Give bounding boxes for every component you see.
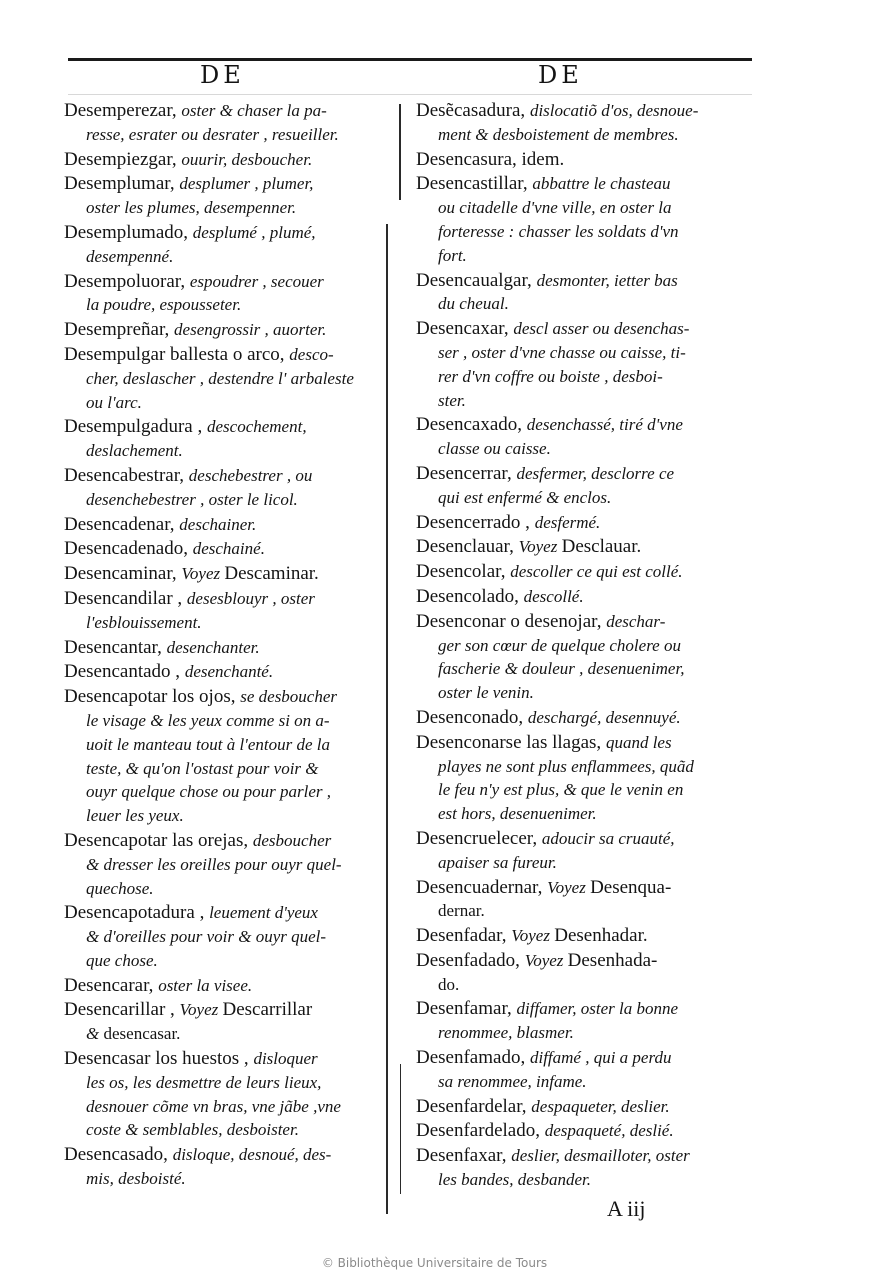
dictionary-entry	[64, 99, 396, 147]
dictionary-entry	[416, 462, 752, 510]
entry-crossref: Desclauar.	[561, 536, 642, 558]
dictionary-entry	[416, 731, 752, 826]
entry-line	[416, 486, 752, 510]
entry-headword: Desenfardelado,	[416, 1120, 545, 1142]
entry-headword: Desempulgar ballesta o arco,	[64, 343, 290, 365]
entry-definition: Voyez	[518, 537, 562, 557]
dictionary-entry	[64, 221, 396, 269]
entry-headword: Desencruelecer,	[416, 827, 542, 849]
entry-definition: rer d'vn coffre ou boiste , desboi-	[438, 366, 663, 386]
entry-line	[416, 1095, 752, 1119]
dictionary-entry	[64, 318, 396, 342]
entry-line	[416, 610, 752, 634]
entry-headword: Desenfardelar,	[416, 1095, 532, 1117]
entry-definition: desco-	[289, 344, 334, 364]
entry-line	[416, 731, 752, 755]
running-head-right: DE	[538, 61, 583, 89]
entry-line	[64, 829, 396, 853]
entry-line	[416, 292, 752, 316]
entry-headword: Desenclauar,	[416, 536, 519, 558]
entry-definition: leuer les yeux.	[86, 806, 184, 826]
entry-definition: cher, deslascher , destendre l' arbaleste	[86, 368, 354, 388]
entry-definition: diffamer, oster la bonne	[516, 999, 679, 1019]
entry-definition: ster.	[438, 390, 466, 410]
entry-headword: Desencarar,	[64, 974, 159, 996]
entry-definition: ou l'arc.	[86, 392, 142, 412]
entry-definition: despaqueté, deslié.	[544, 1121, 674, 1141]
entry-line	[416, 755, 752, 779]
entry-line	[64, 1071, 396, 1095]
dictionary-entry	[416, 1095, 752, 1119]
entry-definition: despaqueter, deslier.	[531, 1096, 670, 1116]
entry-headword: Desenfamado,	[416, 1047, 530, 1069]
dictionary-entry	[64, 829, 396, 900]
entry-line	[416, 535, 752, 559]
entry-line	[64, 1118, 396, 1142]
entry-headword: Desencasado,	[64, 1144, 173, 1166]
dictionary-entry	[64, 562, 396, 586]
entry-line	[416, 341, 752, 365]
entry-headword: Desencaminar,	[64, 563, 182, 585]
entry-definition: disloque, desnoué, des-	[172, 1145, 332, 1165]
entry-headword: Desemplumar,	[64, 173, 180, 195]
entry-line	[64, 148, 396, 172]
dictionary-entry	[416, 949, 752, 997]
dictionary-entry	[64, 1143, 396, 1191]
entry-definition: se desboucher	[240, 687, 338, 707]
entry-definition: desempenné.	[86, 246, 174, 266]
entry-headword: Desenconarse las llagas,	[416, 731, 606, 753]
entry-line	[416, 899, 752, 923]
entry-definition: deslachement.	[86, 441, 183, 461]
entry-definition: desboucher	[252, 830, 332, 850]
entry-line	[416, 1119, 752, 1143]
entry-crossref: Desenhadar.	[554, 925, 648, 947]
entry-headword: Desencasar los huestos ,	[64, 1048, 254, 1070]
entry-definition: desmonter, ietter bas	[536, 270, 678, 290]
dictionary-column-right	[416, 99, 752, 1193]
dictionary-entry	[64, 464, 396, 512]
entry-line	[64, 343, 396, 367]
entry-headword: Desencerrado ,	[416, 511, 535, 533]
entry-definition: disloquer	[253, 1049, 318, 1069]
entry-definition: du cheual.	[438, 294, 509, 314]
entry-definition: ou citadelle d'vne ville, en oster la	[438, 198, 672, 218]
entry-crossref: Desenhada-	[567, 949, 658, 971]
entry-definition: sa renommee, infame.	[438, 1071, 587, 1091]
entry-line	[64, 660, 396, 684]
entry-line	[416, 949, 752, 973]
entry-definition: desesblouyr , oster	[186, 588, 315, 608]
entry-line	[64, 587, 396, 611]
entry-definition: ser , oster d'vne chasse ou caisse, ti-	[438, 342, 686, 362]
entry-headword: Desencarillar ,	[64, 999, 180, 1021]
entry-definition: desplumer , plumer,	[179, 174, 314, 194]
entry-definition: uoit le manteau tout à l'entour de la	[86, 734, 330, 754]
entry-line	[64, 1095, 396, 1119]
dictionary-entry	[64, 1047, 396, 1142]
entry-line	[416, 997, 752, 1021]
entry-definition: leuement d'yeux	[209, 903, 318, 923]
dictionary-entry	[64, 270, 396, 318]
entry-definition: quand les	[605, 732, 672, 752]
dictionary-entry	[64, 343, 396, 414]
running-head-left: DE	[200, 61, 245, 89]
entry-line	[64, 949, 396, 973]
entry-definition: Voyez	[511, 926, 555, 946]
entry-line	[416, 851, 752, 875]
entry-crossref: Descarrillar	[222, 999, 313, 1021]
entry-headword: Desencerrar,	[416, 462, 517, 484]
entry-line	[416, 148, 752, 172]
entry-definition: descochement,	[206, 417, 307, 437]
entry-headword: Desencapotar los ojos,	[64, 686, 241, 708]
entry-line	[64, 391, 396, 415]
entry-definition: fort.	[438, 245, 467, 265]
entry-definition: Voyez	[524, 950, 568, 970]
entry-definition: les os, les desmettre de leurs lieux,	[86, 1072, 322, 1092]
dictionary-entry	[416, 99, 752, 147]
entry-definition: mis, desboisté.	[86, 1169, 186, 1189]
entry-line	[64, 123, 396, 147]
entry-line	[416, 437, 752, 461]
entry-definition: espoudrer , secouer	[189, 271, 324, 291]
entry-line	[64, 513, 396, 537]
entry-definition: apaiser sa fureur.	[438, 852, 557, 872]
header-rule	[68, 58, 752, 61]
entry-headword: Desẽcasadura,	[416, 100, 530, 121]
entry-line	[416, 99, 752, 123]
entry-definition: le visage & les yeux comme si on a-	[86, 710, 330, 730]
entry-crossref: desencasar.	[103, 1024, 181, 1044]
entry-headword: Desemperezar,	[64, 100, 182, 121]
entry-line	[64, 733, 396, 757]
entry-definition: resse, esrater ou desrater , resueiller.	[86, 124, 339, 144]
entry-definition: oster la visee.	[158, 975, 253, 995]
entry-line	[64, 709, 396, 733]
entry-headword: Desencasura, idem.	[416, 148, 565, 170]
entry-headword: Desempiezgar,	[64, 148, 182, 170]
entry-definition: oster & chaser la pa-	[181, 101, 327, 120]
entry-definition: desenchebestrer , oster le licol.	[86, 489, 298, 509]
entry-definition: & d'oreilles pour voir & ouyr quel-	[86, 927, 327, 947]
dictionary-entry	[64, 974, 396, 998]
entry-headword: Desenconado,	[416, 706, 528, 728]
entry-line	[64, 998, 396, 1022]
entry-headword: Desencandilar ,	[64, 587, 187, 609]
entry-line	[64, 1167, 396, 1191]
entry-line	[64, 488, 396, 512]
entry-headword: Desemplumado,	[64, 221, 193, 243]
dictionary-entry	[416, 1046, 752, 1094]
entry-headword: Desencastillar,	[416, 173, 533, 195]
entry-headword: Desencaxar,	[416, 318, 514, 340]
entry-definition: Voyez	[179, 1000, 223, 1020]
entry-line	[64, 196, 396, 220]
entry-definition: desengrossir , auorter.	[174, 320, 327, 340]
entry-line	[64, 611, 396, 635]
entry-definition: ouurir, desboucher.	[181, 149, 313, 169]
entry-definition: descoller ce qui est collé.	[510, 562, 683, 582]
entry-line	[416, 269, 752, 293]
entry-line	[416, 634, 752, 658]
entry-headword: Desencapotadura ,	[64, 902, 210, 924]
entry-definition: coste & semblables, desboister.	[86, 1120, 299, 1140]
entry-definition: teste, & qu'on l'ostast pour voir &	[86, 758, 319, 778]
entry-definition: desfermé.	[534, 512, 601, 532]
entry-definition: adoucir sa cruauté,	[541, 828, 675, 848]
dictionary-entry	[64, 685, 396, 828]
entry-definition: abbattre le chasteau	[532, 174, 671, 194]
dictionary-entry	[64, 587, 396, 635]
entry-headword: Desempulgadura ,	[64, 416, 207, 438]
entry-headword: Desencantar,	[64, 636, 167, 658]
entry-definition: descollé.	[523, 586, 584, 606]
entry-line	[416, 196, 752, 220]
column-divider	[399, 104, 401, 200]
entry-line	[416, 876, 752, 900]
entry-line	[416, 1144, 752, 1168]
entry-definition: ment & desboistement de membres.	[438, 124, 679, 144]
entry-line	[64, 1143, 396, 1167]
entry-headword: Desempreñar,	[64, 319, 175, 341]
dictionary-entry	[416, 827, 752, 875]
entry-definition: fascherie & douleur , desenuenimer,	[438, 659, 685, 679]
entry-line	[64, 99, 396, 123]
entry-line	[416, 827, 752, 851]
dictionary-entry	[64, 172, 396, 220]
entry-definition: desenchanté.	[184, 662, 274, 682]
entry-definition: ger son cœur de quelque cholere ou	[438, 635, 681, 655]
entry-line	[64, 877, 396, 901]
entry-headword: Desencantado ,	[64, 661, 185, 683]
entry-headword: Desenfadar,	[416, 925, 512, 947]
dictionary-entry	[416, 413, 752, 461]
entry-line	[416, 585, 752, 609]
dictionary-entry	[416, 511, 752, 535]
entry-definition: Voyez	[547, 877, 591, 897]
entry-headword: Desencadenado,	[64, 538, 193, 560]
entry-definition: & dresser les oreilles pour ouyr quel-	[86, 854, 342, 874]
dictionary-entry	[416, 997, 752, 1045]
entry-definition: renommee, blasmer.	[438, 1023, 574, 1043]
entry-line	[416, 1168, 752, 1192]
entry-definition: qui est enfermé & enclos.	[438, 487, 612, 507]
entry-line	[64, 562, 396, 586]
entry-definition: desfermer, desclorre ce	[516, 463, 675, 483]
entry-headword: Desenconar o desenojar,	[416, 610, 607, 632]
entry-line	[416, 778, 752, 802]
dictionary-entry	[64, 148, 396, 172]
entry-line	[64, 464, 396, 488]
entry-crossref: Desenqua-	[590, 876, 672, 898]
dictionary-entry	[64, 901, 396, 972]
entry-line	[416, 389, 752, 413]
entry-line	[416, 802, 752, 826]
entry-line	[64, 1022, 396, 1046]
entry-headword: Desencolar,	[416, 561, 511, 583]
dictionary-entry	[416, 706, 752, 730]
entry-definition: que chose.	[86, 950, 158, 970]
entry-line	[64, 537, 396, 561]
entry-line	[416, 462, 752, 486]
dictionary-entry	[64, 636, 396, 660]
entry-definition: l'esblouissement.	[86, 612, 202, 632]
entry-headword: Desenfamar,	[416, 998, 517, 1020]
entry-definition: dislocatiõ d'os, desnoue-	[529, 101, 699, 120]
entry-line	[64, 245, 396, 269]
dictionary-column-left	[64, 99, 396, 1192]
entry-line	[64, 1047, 396, 1071]
entry-line	[416, 220, 752, 244]
entry-headword: Desencuadernar,	[416, 876, 548, 898]
column-divider	[400, 1064, 401, 1194]
entry-definition: diffamé , qui a perdu	[529, 1048, 672, 1068]
dictionary-entry	[416, 876, 752, 924]
entry-line	[64, 974, 396, 998]
entry-line	[416, 413, 752, 437]
entry-headword: Desencabestrar,	[64, 464, 189, 486]
entry-line	[64, 757, 396, 781]
entry-definition: les bandes, desbander.	[438, 1170, 591, 1190]
entry-definition: oster les plumes, desempenner.	[86, 198, 297, 218]
entry-definition: deschebestrer , ou	[188, 465, 313, 485]
entry-line	[64, 925, 396, 949]
dictionary-entry	[64, 660, 396, 684]
dictionary-entry	[416, 1144, 752, 1192]
entry-definition: descl asser ou desenchas-	[513, 319, 690, 339]
entry-crossref: Descaminar.	[224, 563, 319, 585]
entry-line	[416, 657, 752, 681]
entry-line	[64, 172, 396, 196]
entry-line	[64, 439, 396, 463]
entry-line	[416, 1070, 752, 1094]
entry-headword: Desencaualgar,	[416, 269, 537, 291]
entry-definition: ouyr quelque chose ou pour parler ,	[86, 782, 332, 802]
entry-definition: playes ne sont plus enflammees, quãd	[438, 756, 694, 776]
dictionary-entry	[416, 172, 752, 267]
entry-headword: Desenfaxar,	[416, 1145, 512, 1167]
header-underline	[68, 94, 752, 95]
entry-definition: la poudre, espousseter.	[86, 295, 242, 315]
entry-definition: forteresse : chasser les soldats d'vn	[438, 221, 679, 241]
entry-line	[416, 1046, 752, 1070]
dictionary-entry	[416, 560, 752, 584]
entry-headword: Desencolado,	[416, 585, 524, 607]
dictionary-entry	[64, 537, 396, 561]
entry-headword: Desencaxado,	[416, 414, 527, 436]
entry-definition: oster le venin.	[438, 683, 534, 703]
entry-line	[416, 172, 752, 196]
entry-headword: Desencadenar,	[64, 513, 180, 535]
entry-line	[64, 415, 396, 439]
dictionary-entry	[416, 1119, 752, 1143]
dictionary-entry	[416, 269, 752, 317]
entry-crossref: dernar.	[438, 901, 485, 921]
entry-definition: deschargé, desennuyé.	[527, 707, 681, 727]
entry-line	[416, 1021, 752, 1045]
entry-line	[416, 681, 752, 705]
entry-definition: quechose.	[86, 878, 154, 898]
dictionary-entry	[416, 585, 752, 609]
entry-definition: desenchassé, tiré d'vne	[526, 415, 683, 435]
entry-line	[64, 780, 396, 804]
page-signature: A iij	[607, 1196, 646, 1221]
entry-definition: desplumé , plumé,	[192, 222, 316, 242]
entry-line	[416, 365, 752, 389]
entry-line	[64, 901, 396, 925]
entry-line	[416, 924, 752, 948]
entry-definition: Voyez	[181, 564, 225, 584]
dictionary-entry	[416, 610, 752, 705]
entry-line	[64, 685, 396, 709]
dictionary-entry	[64, 513, 396, 537]
entry-line	[64, 367, 396, 391]
entry-definition: le feu n'y est plus, & que le venin en	[438, 780, 684, 800]
entry-headword: Desencapotar las orejas,	[64, 829, 253, 851]
entry-line	[64, 804, 396, 828]
entry-headword: Desempoluorar,	[64, 270, 190, 292]
entry-crossref: do.	[438, 974, 460, 994]
entry-definition: &	[86, 1024, 104, 1044]
entry-line	[64, 853, 396, 877]
entry-definition: deschar-	[606, 611, 666, 631]
library-credit: © Bibliothèque Universitaire de Tours	[321, 1256, 548, 1270]
entry-definition: deschainé.	[192, 539, 265, 559]
entry-definition: deslier, desmailloter, oster	[511, 1146, 690, 1166]
entry-definition: deschainer.	[179, 514, 257, 534]
dictionary-entry	[416, 535, 752, 559]
dictionary-entry	[416, 924, 752, 948]
entry-line	[416, 317, 752, 341]
entry-line	[64, 221, 396, 245]
entry-line	[416, 973, 752, 997]
entry-line	[416, 123, 752, 147]
dictionary-entry	[416, 148, 752, 172]
entry-definition: desenchanter.	[166, 637, 260, 657]
entry-definition: desnouer cõme vn bras, vne jãbe ,vne	[86, 1096, 341, 1116]
entry-line	[416, 511, 752, 535]
entry-line	[64, 636, 396, 660]
entry-definition: est hors, desenuenimer.	[438, 804, 597, 824]
entry-definition: classe ou caisse.	[438, 439, 551, 459]
entry-line	[416, 560, 752, 584]
entry-headword: Desenfadado,	[416, 949, 525, 971]
dictionary-entry	[64, 998, 396, 1046]
entry-line	[64, 318, 396, 342]
entry-line	[64, 293, 396, 317]
dictionary-entry	[64, 415, 396, 463]
entry-line	[416, 244, 752, 268]
entry-line	[416, 706, 752, 730]
dictionary-entry	[416, 317, 752, 412]
entry-line	[64, 270, 396, 294]
